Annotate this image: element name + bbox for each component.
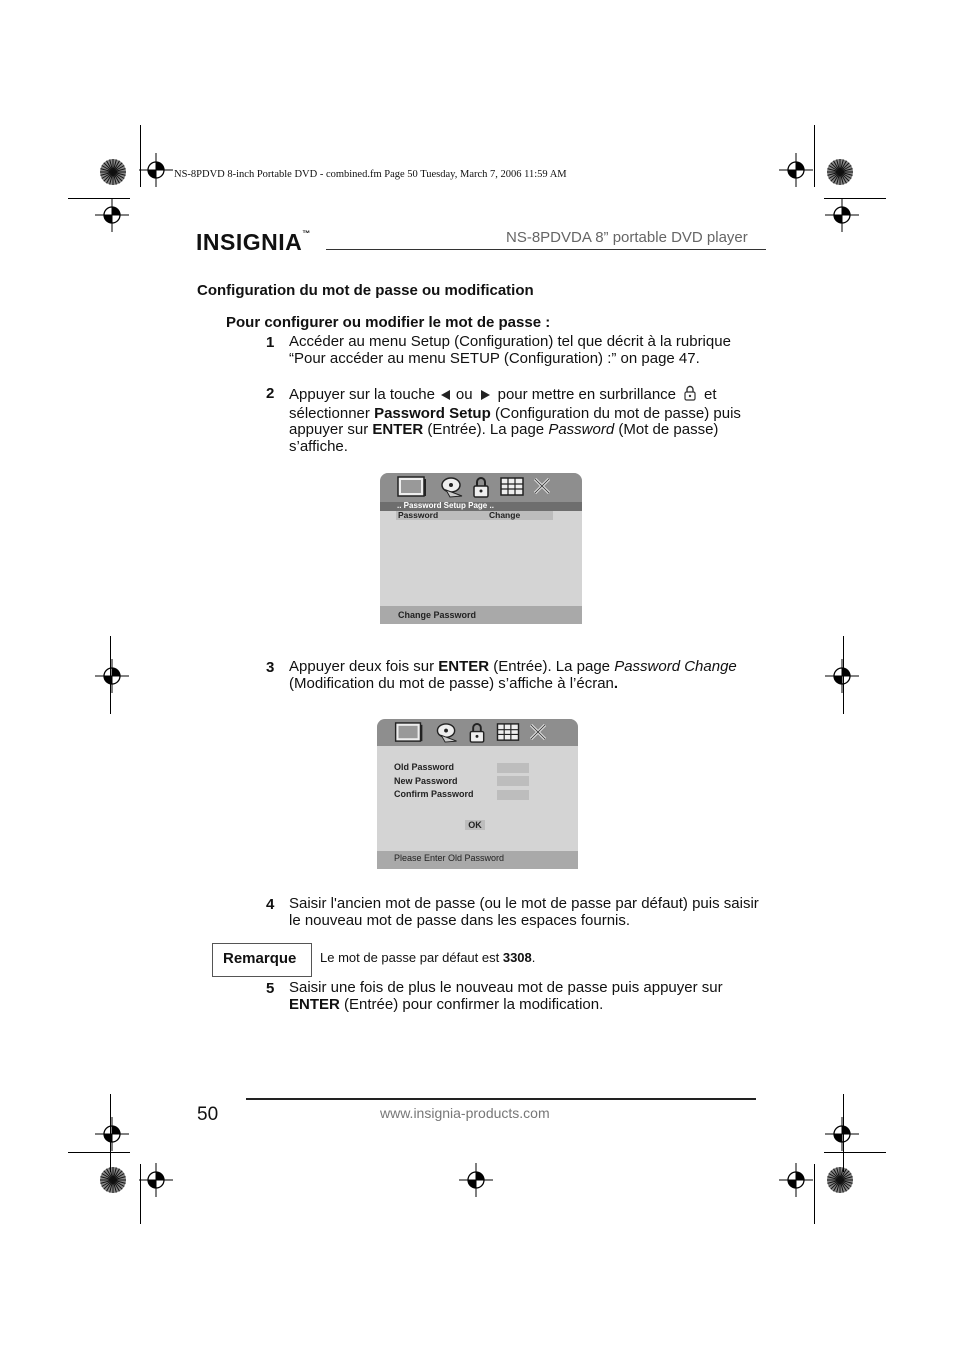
crop-line	[110, 1094, 111, 1172]
lock-icon	[684, 385, 696, 406]
registration-mark-icon	[825, 1117, 859, 1151]
step-1-text: Accéder au menu Setup (Configuration) tel que décrit à la rubrique “Pour accéder au menu SETUP (Configuration) :” on page 47.	[289, 333, 731, 367]
star-target-icon	[99, 1166, 127, 1194]
registration-mark-icon	[139, 1163, 173, 1197]
password-setup-screen	[380, 473, 582, 624]
password-row-value: Change	[489, 510, 521, 520]
header-rule	[326, 249, 766, 250]
star-target-icon	[826, 1166, 854, 1194]
page-number: 50	[197, 1104, 219, 1125]
crop-line	[814, 125, 815, 187]
ok-button[interactable]: OK	[465, 820, 485, 830]
print-header: NS-8PDVD 8-inch Portable DVD - combined.fm Page 50 Tuesday, March 7, 2006 11:59 AM	[174, 169, 567, 180]
registration-mark-icon	[95, 1117, 129, 1151]
menu-icon-bar	[377, 719, 578, 746]
registration-mark-icon	[459, 1163, 493, 1197]
step-1-number: 1	[266, 334, 275, 351]
crop-line	[140, 1164, 141, 1224]
status-text: Change Password	[398, 610, 477, 620]
crop-line	[68, 198, 130, 199]
status-text: Please Enter Old Password	[394, 853, 505, 863]
password-change-screen	[377, 719, 578, 869]
step-2-text: Appuyer sur la touche ou pour mettre en surbrillance et sélectionner Password Setup (Configuration du mot de passe) puis appuyer sur ENTER (Entrée). La page Password (Mot de passe) s’affiche.	[289, 386, 741, 455]
close-icon	[533, 477, 551, 495]
registration-mark-icon	[95, 659, 129, 693]
confirm-password-field[interactable]	[497, 790, 529, 800]
menu-icon-bar	[380, 473, 582, 502]
crop-line	[110, 636, 111, 714]
right-arrow-icon	[481, 390, 490, 400]
website-link: www.insignia-products.com	[380, 1105, 550, 1121]
confirm-password-label: Confirm Password	[394, 789, 474, 799]
old-password-field[interactable]	[497, 763, 529, 773]
note-text: Le mot de passe par défaut est 3308.	[320, 950, 536, 965]
old-password-label: Old Password	[394, 762, 455, 772]
tv-icon	[394, 722, 424, 743]
crop-line	[824, 198, 886, 199]
section-heading: Configuration du mot de passe ou modification	[197, 282, 534, 299]
step-5-number: 5	[266, 980, 275, 997]
left-arrow-icon	[441, 390, 450, 400]
step-2-number: 2	[266, 385, 275, 402]
registration-mark-icon	[779, 153, 813, 187]
disc-icon	[440, 476, 464, 498]
insignia-logo: INSIGNIA™	[196, 229, 311, 255]
step-4-text: Saisir l'ancien mot de passe (ou le mot de passe par défaut) puis saisir le nouveau mot de passe dans les espaces fournis.	[289, 895, 759, 929]
star-target-icon	[826, 158, 854, 186]
step-5-text: Saisir une fois de plus le nouveau mot de passe puis appuyer sur ENTER (Entrée) pour confirmer la modification.	[289, 979, 723, 1013]
registration-mark-icon	[139, 153, 173, 187]
footer-rule	[246, 1098, 756, 1100]
crop-line	[140, 125, 141, 187]
password-row-label: Password	[398, 510, 439, 520]
crop-line	[843, 1094, 844, 1172]
crop-line	[814, 1164, 815, 1224]
registration-mark-icon	[825, 198, 859, 232]
breadcrumb: .. Password Setup Page ..	[397, 501, 494, 510]
note-label: Remarque	[223, 950, 297, 967]
disc-icon	[435, 722, 459, 743]
product-title: NS-8PDVDA 8” portable DVD player	[506, 229, 748, 246]
grid-icon	[500, 476, 524, 498]
tv-icon	[397, 476, 427, 498]
registration-mark-icon	[779, 1163, 813, 1197]
star-target-icon	[99, 158, 127, 186]
crop-line	[68, 1152, 130, 1153]
crop-line	[824, 1152, 886, 1153]
new-password-field[interactable]	[497, 776, 529, 786]
registration-mark-icon	[95, 198, 129, 232]
step-3-text: Appuyer deux fois sur ENTER (Entrée). La page Password Change (Modification du mot de passe) s’affiche à l’écran.	[289, 658, 737, 692]
step-4-number: 4	[266, 896, 275, 913]
grid-icon	[496, 722, 520, 743]
lock-icon	[469, 722, 485, 743]
close-icon	[529, 723, 547, 741]
lock-icon	[473, 476, 489, 498]
crop-line	[843, 636, 844, 714]
registration-mark-icon	[825, 659, 859, 693]
step-3-number: 3	[266, 659, 275, 676]
new-password-label: New Password	[394, 776, 458, 786]
sub-heading: Pour configurer ou modifier le mot de passe :	[226, 314, 551, 331]
